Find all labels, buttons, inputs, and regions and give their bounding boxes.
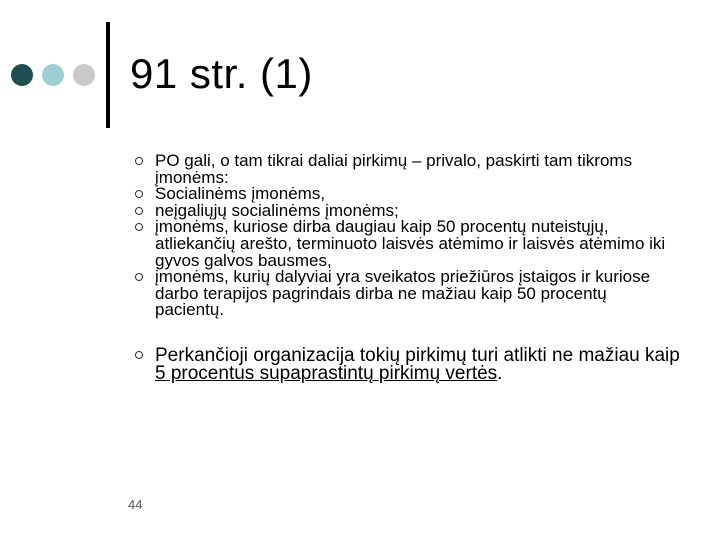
bullet-circle-icon: [135, 273, 143, 281]
underlined-text: 5 procentus supaprastintų pirkimų vertės: [155, 362, 498, 384]
decor-dot-dark: [11, 64, 33, 86]
bullet-item-4: [140, 219, 680, 269]
bullet-text: neįgaliųjų socialinėms įmonėms;: [155, 200, 399, 220]
bullet-circle-icon: [135, 157, 143, 165]
title-divider-bar: [106, 22, 110, 128]
bullet-circle-icon: [135, 351, 143, 359]
slide-title: 91 str. (1): [130, 50, 313, 97]
bullet-circle-icon: [135, 207, 143, 215]
bullet-text: įmonėms, kuriose dirba daugiau kaip 50 procentų nuteistųjų, atliekančių arešto, terminuoto laisvės atėmimo ir laisvės atėmimo iki gyvos galvos bausmes,: [155, 217, 666, 270]
bullet-text: Perkančioji organizacija tokių pirkimų turi atlikti ne mažiau kaip: [155, 344, 680, 366]
decor-dot-teal: [42, 64, 64, 86]
bullet-circle-icon: [135, 223, 143, 231]
bullet-item-6: [140, 344, 680, 384]
bullet-text-suffix: .: [497, 362, 503, 384]
bullet-item-5: [140, 269, 680, 319]
page-number: 44: [128, 497, 143, 512]
decor-dot-gray: [73, 64, 95, 86]
bullet-circle-icon: [135, 190, 143, 198]
bullet-text: PO gali, o tam tikrai daliai pirkimų – privalo, paskirti tam tikroms įmonėms:: [155, 151, 633, 187]
bullet-text: Socialinėms įmonėms,: [155, 184, 326, 204]
bullet-text: įmonėms, kurių dalyviai yra sveikatos priežiūros įstaigos ir kuriose darbo terapijos pagrindais dirba ne mažiau kaip 50 procentų pacientų.: [155, 267, 651, 320]
bullet-list: [140, 150, 680, 383]
bullet-item-1: [140, 153, 680, 186]
